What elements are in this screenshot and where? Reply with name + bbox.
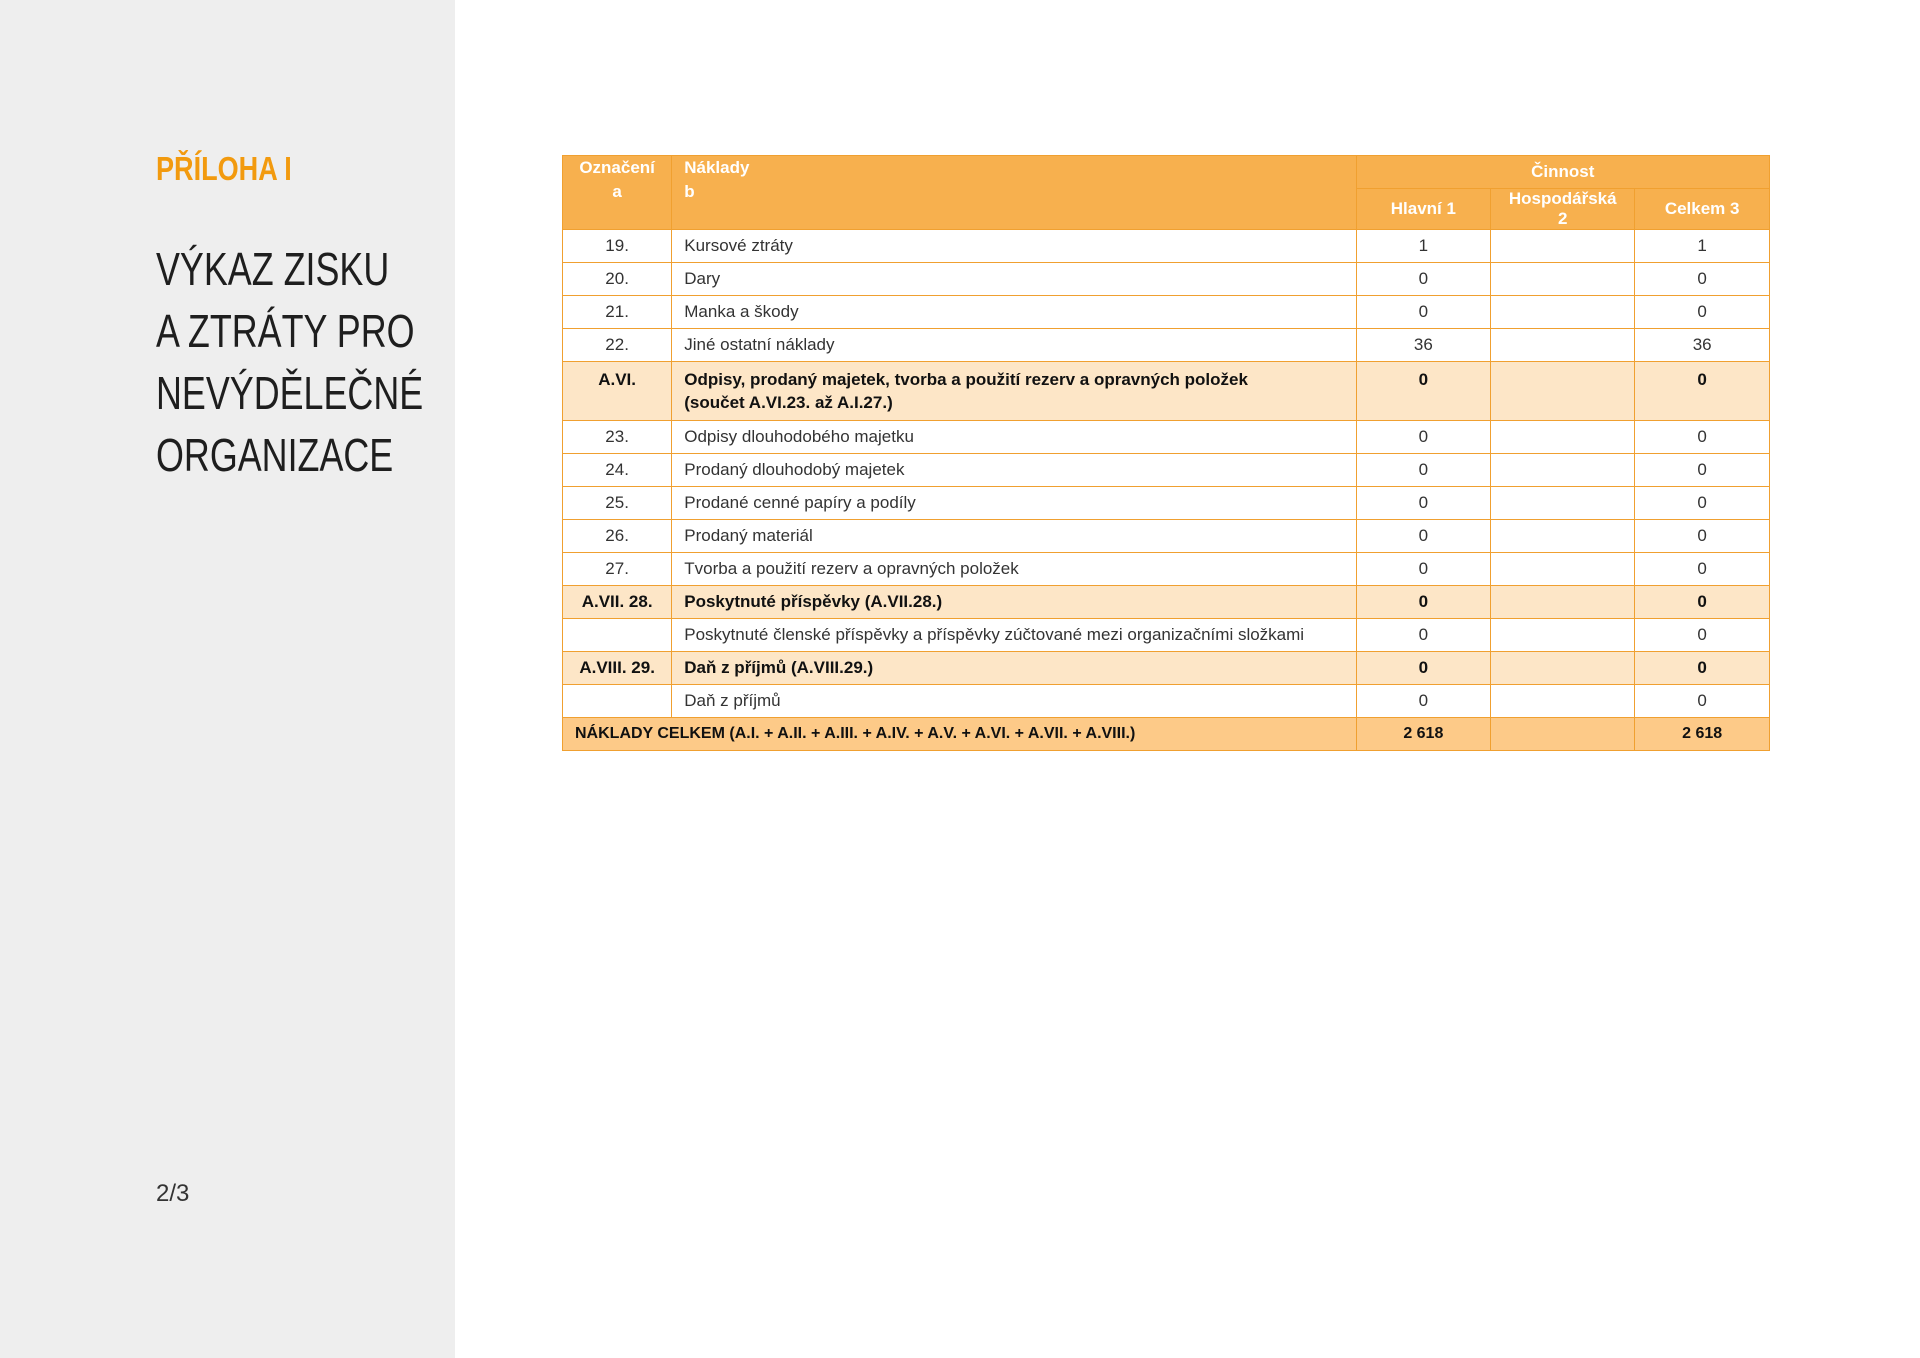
page-number: 2/3 (156, 1180, 190, 1207)
row-main: 0 (1356, 652, 1491, 685)
row-total: 0 (1635, 586, 1770, 619)
header-activity: Činnost (1356, 156, 1770, 189)
row-economic (1491, 553, 1635, 586)
subtotal-row (563, 586, 1770, 619)
row-name: Prodané cenné papíry a podíly (672, 487, 1356, 520)
row-total: 36 (1635, 329, 1770, 362)
row-code: A.VI. (563, 362, 672, 421)
row-code: 24. (563, 454, 672, 487)
title-line: ORGANIZACE (156, 429, 394, 481)
row-main: 0 (1356, 296, 1491, 329)
row-main: 0 (1356, 454, 1491, 487)
row-total: 0 (1635, 263, 1770, 296)
cost-table (562, 155, 1770, 751)
row-code: 25. (563, 487, 672, 520)
row-code: 26. (563, 520, 672, 553)
title-line: A ZTRÁTY PRO (156, 305, 415, 357)
row-name: Poskytnuté členské příspěvky a příspěvky zúčtované mezi organizačními složkami (672, 619, 1356, 652)
row-main: 0 (1356, 263, 1491, 296)
total-row (563, 718, 1770, 751)
row-name: Jiné ostatní náklady (672, 329, 1356, 362)
table-row (563, 421, 1770, 454)
title-line: VÝKAZ ZISKU (156, 243, 390, 295)
row-total: 0 (1635, 421, 1770, 454)
header-main: Hlavní 1 (1356, 189, 1491, 230)
header-code-label: Označení (579, 158, 655, 177)
row-economic (1491, 586, 1635, 619)
row-main: 0 (1356, 685, 1491, 718)
row-name: Daň z příjmů (672, 685, 1356, 718)
row-main: 36 (1356, 329, 1491, 362)
table-row (563, 520, 1770, 553)
row-name: Odpisy dlouhodobého majetku (672, 421, 1356, 454)
row-main: 0 (1356, 421, 1491, 454)
row-main: 0 (1356, 362, 1491, 421)
row-total: 0 (1635, 619, 1770, 652)
header-name (672, 156, 1356, 230)
row-main: 0 (1356, 553, 1491, 586)
row-main: 0 (1356, 619, 1491, 652)
table-row (563, 454, 1770, 487)
row-total: 0 (1635, 652, 1770, 685)
row-total: 0 (1635, 685, 1770, 718)
row-name: Tvorba a použití rezerv a opravných položek (672, 553, 1356, 586)
row-name: Prodaný dlouhodobý majetek (672, 454, 1356, 487)
row-total: 0 (1635, 520, 1770, 553)
table-row (563, 685, 1770, 718)
row-total: 0 (1635, 553, 1770, 586)
row-name: Kursové ztráty (672, 230, 1356, 263)
annex-label: PŘÍLOHA I (156, 150, 292, 187)
row-economic (1491, 454, 1635, 487)
total-main: 2 618 (1356, 718, 1491, 751)
row-code: 23. (563, 421, 672, 454)
row-total: 1 (1635, 230, 1770, 263)
row-total: 0 (1635, 362, 1770, 421)
row-name-line: (součet A.VI.23. až A.I.27.) (684, 393, 893, 412)
row-economic (1491, 329, 1635, 362)
table-row (563, 487, 1770, 520)
row-code: A.VIII. 29. (563, 652, 672, 685)
row-code: 20. (563, 263, 672, 296)
total-total: 2 618 (1635, 718, 1770, 751)
row-code (563, 685, 672, 718)
header-name-label: Náklady (684, 158, 750, 177)
title-line: NEVÝDĚLEČNÉ (156, 367, 424, 419)
header-code (563, 156, 672, 230)
row-economic (1491, 263, 1635, 296)
header-total: Celkem 3 (1635, 189, 1770, 230)
table-row (563, 329, 1770, 362)
row-name: Daň z příjmů (A.VIII.29.) (672, 652, 1356, 685)
row-name: Dary (672, 263, 1356, 296)
table-row (563, 296, 1770, 329)
row-economic (1491, 230, 1635, 263)
table-row (563, 553, 1770, 586)
document-title (156, 238, 424, 486)
row-code: 22. (563, 329, 672, 362)
row-name: Prodaný materiál (672, 520, 1356, 553)
subtotal-row (563, 652, 1770, 685)
row-code (563, 619, 672, 652)
row-economic (1491, 296, 1635, 329)
subtotal-row (563, 362, 1770, 421)
table-row (563, 263, 1770, 296)
row-economic (1491, 487, 1635, 520)
sidebar (0, 0, 455, 1358)
table-row (563, 619, 1770, 652)
row-economic (1491, 421, 1635, 454)
row-code: 21. (563, 296, 672, 329)
row-main: 0 (1356, 520, 1491, 553)
row-economic (1491, 685, 1635, 718)
row-main: 0 (1356, 586, 1491, 619)
row-economic (1491, 362, 1635, 421)
row-main: 1 (1356, 230, 1491, 263)
header-economic: Hospodářská 2 (1491, 189, 1635, 230)
row-code: A.VII. 28. (563, 586, 672, 619)
row-code: 19. (563, 230, 672, 263)
row-name-line: Odpisy, prodaný majetek, tvorba a použití rezerv a opravných položek (684, 370, 1248, 389)
total-economic (1491, 718, 1635, 751)
row-total: 0 (1635, 296, 1770, 329)
row-economic (1491, 520, 1635, 553)
row-economic (1491, 619, 1635, 652)
row-total: 0 (1635, 487, 1770, 520)
row-economic (1491, 652, 1635, 685)
row-main: 0 (1356, 487, 1491, 520)
row-code: 27. (563, 553, 672, 586)
row-name: Manka a škody (672, 296, 1356, 329)
header-name-sub: b (684, 182, 695, 201)
table-row (563, 230, 1770, 263)
header-code-sub: a (612, 182, 622, 201)
row-name (672, 362, 1356, 421)
row-name: Poskytnuté příspěvky (A.VII.28.) (672, 586, 1356, 619)
total-label: NÁKLADY CELKEM (A.I. + A.II. + A.III. + A.IV. + A.V. + A.VI. + A.VII. + A.VIII.) (563, 718, 1357, 751)
row-total: 0 (1635, 454, 1770, 487)
